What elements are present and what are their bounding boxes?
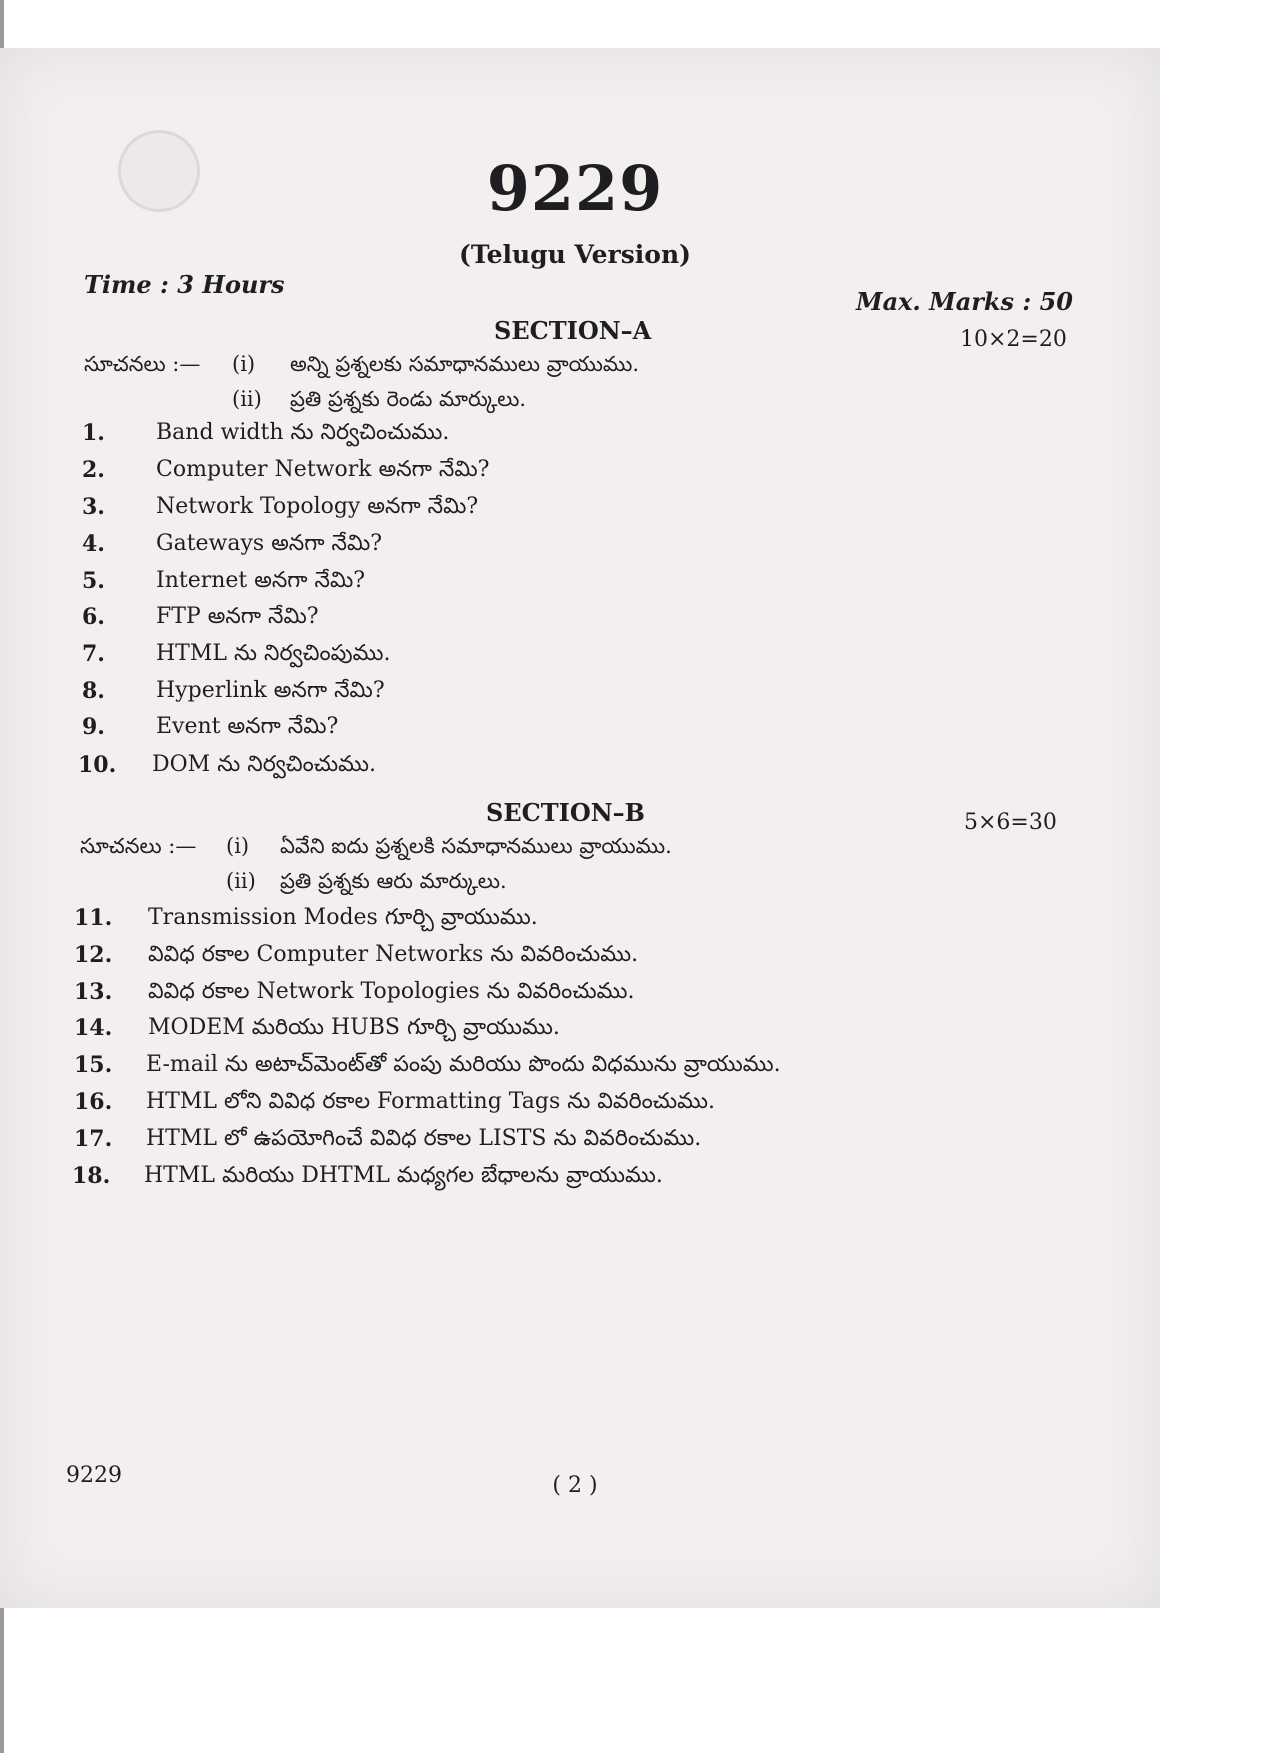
question-text: Hyperlink అనగా నేమి? xyxy=(156,678,385,703)
question-text: Event అనగా నేమి? xyxy=(156,714,339,739)
question-number: 1. xyxy=(82,420,105,446)
question-number: 10. xyxy=(78,752,117,778)
question-number: 18. xyxy=(72,1163,111,1189)
question-text: HTML లోని వివిధ రకాల Formatting Tags ను వివరించుము. xyxy=(146,1089,715,1114)
time-allowed: Time : 3 Hours xyxy=(84,270,285,299)
question-number: 5. xyxy=(82,568,105,594)
question-number: 7. xyxy=(82,641,105,667)
section-b-marks: 5×6=30 xyxy=(964,810,1057,835)
question-text: MODEM మరియు HUBS గూర్చి వ్రాయుము. xyxy=(148,1015,560,1040)
question-text: HTML మరియు DHTML మధ్యగల బేధాలను వ్రాయుము. xyxy=(144,1163,663,1188)
question-text: Computer Network అనగా నేమి? xyxy=(156,457,490,482)
question-number: 17. xyxy=(74,1126,113,1152)
question-number: 8. xyxy=(82,678,105,704)
question-text: వివిధ రకాల Network Topologies ను వివరించుము. xyxy=(148,979,635,1004)
question-text: DOM ను నిర్వచించుము. xyxy=(152,752,377,777)
question-number: 6. xyxy=(82,604,105,630)
question-number: 9. xyxy=(82,714,105,740)
question-number: 3. xyxy=(82,494,105,520)
footer-paper-code: 9229 xyxy=(66,1463,122,1488)
section-a-title: SECTION–A xyxy=(494,316,652,345)
section-a-note-text: ప్రతి ప్రశ్నకు రెండు మార్కులు. xyxy=(290,387,527,411)
question-text: Internet అనగా నేమి? xyxy=(156,568,366,593)
question-text: Gateways అనగా నేమి? xyxy=(156,531,383,556)
question-text: Transmission Modes గూర్చి వ్రాయుము. xyxy=(148,905,538,930)
section-b-note-label: సూచనలు :— xyxy=(80,834,197,858)
question-number: 16. xyxy=(74,1089,113,1115)
section-a-note-num: (ii) xyxy=(232,387,262,411)
section-b-note-num: (ii) xyxy=(226,869,256,893)
section-b-title: SECTION–B xyxy=(486,798,645,827)
section-b-note-text: ఏవేని ఐదు ప్రశ్నలకి సమాధానములు వ్రాయుము. xyxy=(280,834,672,858)
question-number: 14. xyxy=(74,1015,113,1041)
paper-code: 9229 xyxy=(486,152,664,225)
question-number: 15. xyxy=(74,1052,113,1078)
question-number: 4. xyxy=(82,531,105,557)
question-number: 11. xyxy=(74,905,113,931)
question-number: 12. xyxy=(74,942,113,968)
question-text: Band width ను నిర్వచించుము. xyxy=(156,420,450,445)
section-b-note-text: ప్రతి ప్రశ్నకు ఆరు మార్కులు. xyxy=(280,869,507,893)
question-text: FTP అనగా నేమి? xyxy=(156,604,319,629)
page-number: ( 2 ) xyxy=(552,1473,598,1498)
section-a-note-text: అన్ని ప్రశ్నలకు సమాధానములు వ్రాయుము. xyxy=(290,352,640,376)
max-marks: Max. Marks : 50 xyxy=(856,287,1074,316)
section-a-note-label: సూచనలు :— xyxy=(84,352,201,376)
question-text: HTML లో ఉపయోగించే వివిధ రకాల LISTS ను వివరించుము. xyxy=(146,1126,702,1151)
question-number: 13. xyxy=(74,979,113,1005)
question-number: 2. xyxy=(82,457,105,483)
section-a-note-num: (i) xyxy=(232,352,256,376)
version-label: (Telugu Version) xyxy=(459,240,691,269)
section-b-note-num: (i) xyxy=(226,834,250,858)
question-text: E-mail ను అటాచ్‌మెంట్‌తో పంపు మరియు పొందు విధమును వ్రాయుము. xyxy=(146,1052,781,1077)
question-text: HTML ను నిర్వచింపుము. xyxy=(156,641,391,666)
question-text: Network Topology అనగా నేమి? xyxy=(156,494,479,519)
section-a-marks: 10×2=20 xyxy=(960,327,1067,352)
question-text: వివిధ రకాల Computer Networks ను వివరించుము. xyxy=(148,942,639,967)
